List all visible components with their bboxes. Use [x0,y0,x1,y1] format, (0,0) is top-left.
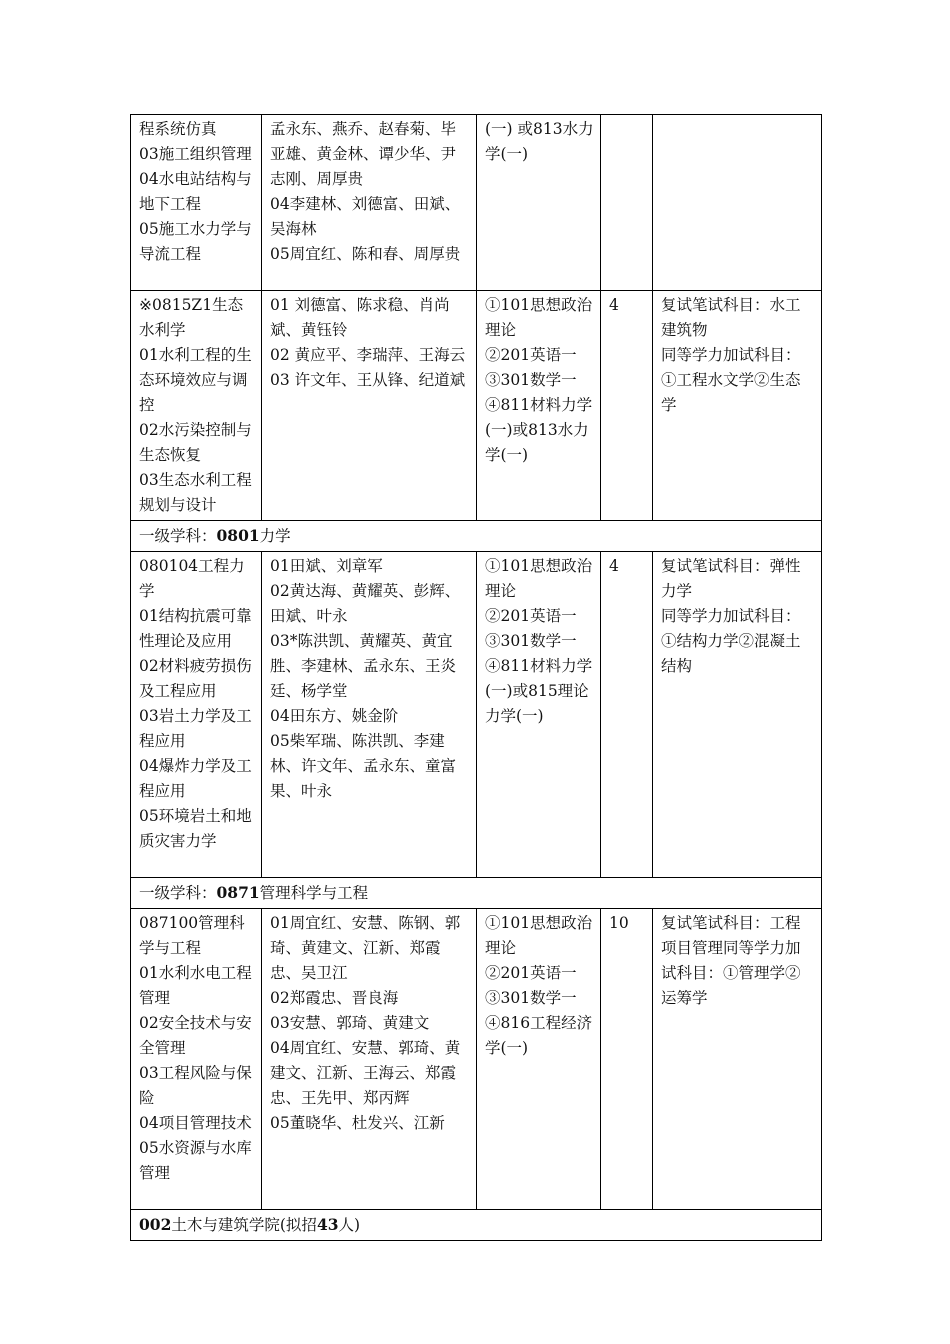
list-item: 05董晓华、杜发兴、江新 [270,1114,445,1132]
list-item: (一) 或813水力学(一) [485,120,594,163]
list-item: ①101思想政治理论 [485,296,593,339]
list-item: 02 黄应平、李瑞萍、王海云 [270,346,466,364]
list-item: 04周宜红、安慧、郭琦、黄建文、江新、王海云、郑霞忠、王先甲、郑丙辉 [270,1039,461,1107]
list-item: 03施工组织管理 [139,145,252,163]
list-item: 01水利工程的生态环境效应与调控 [139,346,252,414]
supervisors-cell [262,552,477,878]
list-item: 03工程风险与保险 [139,1064,252,1107]
list-item: ④811材料力学(一)或813水力学(一) [485,396,593,464]
exam-subjects-cell [477,909,601,1210]
section-header-row [131,878,822,909]
list-item: ③301数学一 [485,989,577,1007]
major-direction-cell [131,115,262,291]
section-code: 0871 [216,883,260,902]
list-item: 复试笔试科目：弹性力学 [661,557,801,600]
section-header [131,521,822,552]
school-code: 002 [139,1215,172,1234]
list-item: 02水污染控制与生态恢复 [139,421,252,464]
list-item: 程系统仿真 [139,120,217,138]
section-name: 力学 [259,527,291,545]
major-direction-cell [131,909,262,1210]
exam-subjects-cell [477,115,601,291]
notes-cell [653,909,822,1210]
list-item: ②201英语一 [485,607,577,625]
list-item: ②201英语一 [485,964,577,982]
list-item: 02安全技术与安全管理 [139,1014,252,1057]
list-item: 01水利水电工程管理 [139,964,252,1007]
notes-cell [653,115,822,291]
list-item: 孟永东、燕乔、赵春菊、毕亚雄、黄金林、谭少华、尹志刚、周厚贵 [270,120,457,188]
quota-cell: 4 [601,291,653,521]
list-item: 04田东方、姚金阶 [270,707,399,725]
list-item: ②201英语一 [485,346,577,364]
section-prefix: 一级学科： [139,884,217,902]
section-prefix: 一级学科： [139,527,217,545]
section-code: 0801 [216,526,260,545]
list-item: 04李建林、刘德富、田斌、吴海林 [270,195,461,238]
list-item: 03*陈洪凯、黄耀英、黄宜胜、李建林、孟永东、王炎廷、杨学堂 [270,632,457,700]
enrollment-table [130,114,822,1241]
notes-cell [653,552,822,878]
list-item: 03岩土力学及工程应用 [139,707,252,750]
table-row [131,291,822,521]
plan-number: 43 [316,1215,339,1234]
list-item: ①101思想政治理论 [485,914,593,957]
plan-prefix: (拟招 [279,1216,317,1234]
school-header-row [131,1210,822,1241]
table-row [131,909,822,1210]
section-name: 管理科学与工程 [259,884,369,902]
list-item: 04项目管理技术 [139,1114,252,1132]
list-item: ④816工程经济学(一) [485,1014,593,1057]
list-item: 05水资源与水库管理 [139,1139,252,1182]
list-item: 080104工程力学 [139,557,245,600]
list-item: 同等学力加试科目：①结构力学②混凝土结构 [661,607,801,675]
list-item: 02黄达海、黄耀英、彭辉、田斌、叶永 [270,582,461,625]
list-item: 05柴军瑞、陈洪凯、李建林、许文年、孟永东、童富果、叶永 [270,732,457,800]
list-item: ③301数学一 [485,632,577,650]
list-item: 05环境岩土和地质灾害力学 [139,807,252,850]
supervisors-cell [262,291,477,521]
list-item: ③301数学一 [485,371,577,389]
list-item: 03安慧、郭琦、黄建文 [270,1014,430,1032]
exam-subjects-cell [477,291,601,521]
supervisors-cell [262,909,477,1210]
list-item: 01周宜红、安慧、陈钢、郭琦、黄建文、江新、郑霞忠、吴卫江 [270,914,461,982]
school-header [131,1210,822,1241]
table-row [131,552,822,878]
section-header [131,878,822,909]
exam-subjects-cell [477,552,601,878]
school-name: 土木与建筑学院 [171,1216,280,1234]
list-item: 复试笔试科目：水工建筑物 [661,296,801,339]
quota-cell: 10 [601,909,653,1210]
list-item: 03生态水利工程规划与设计 [139,471,252,514]
list-item: 05周宜红、陈和春、周厚贵 [270,245,461,263]
list-item: 05施工水力学与导流工程 [139,220,252,263]
supervisors-cell [262,115,477,291]
list-item: 02材料疲劳损伤及工程应用 [139,657,252,700]
list-item: 087100管理科学与工程 [139,914,245,957]
major-direction-cell [131,552,262,878]
list-item: 01 刘德富、陈求稳、肖尚斌、黄钰铃 [270,296,450,339]
list-item: 同等学力加试科目：①工程水文学②生态学 [661,346,801,414]
list-item: 01结构抗震可靠性理论及应用 [139,607,252,650]
list-item: 03 许文年、王从锋、纪道斌 [270,371,466,389]
list-item: 04爆炸力学及工程应用 [139,757,252,800]
list-item: ①101思想政治理论 [485,557,593,600]
quota-cell: 4 [601,552,653,878]
major-direction-cell [131,291,262,521]
quota-cell [601,115,653,291]
section-header-row [131,521,822,552]
table-row [131,115,822,291]
list-item: 04水电站结构与地下工程 [139,170,252,213]
plan-suffix: 人) [338,1216,361,1234]
list-item: ④811材料力学(一)或815理论力学(一) [485,657,593,725]
list-item: 01田斌、刘章军 [270,557,383,575]
notes-cell [653,291,822,521]
list-item: 复试笔试科目：工程项目管理同等学力加试科目：①管理学②运筹学 [661,914,801,1007]
list-item: ※0815Z1生态水利学 [139,296,244,339]
list-item: 02郑霞忠、晋良海 [270,989,399,1007]
